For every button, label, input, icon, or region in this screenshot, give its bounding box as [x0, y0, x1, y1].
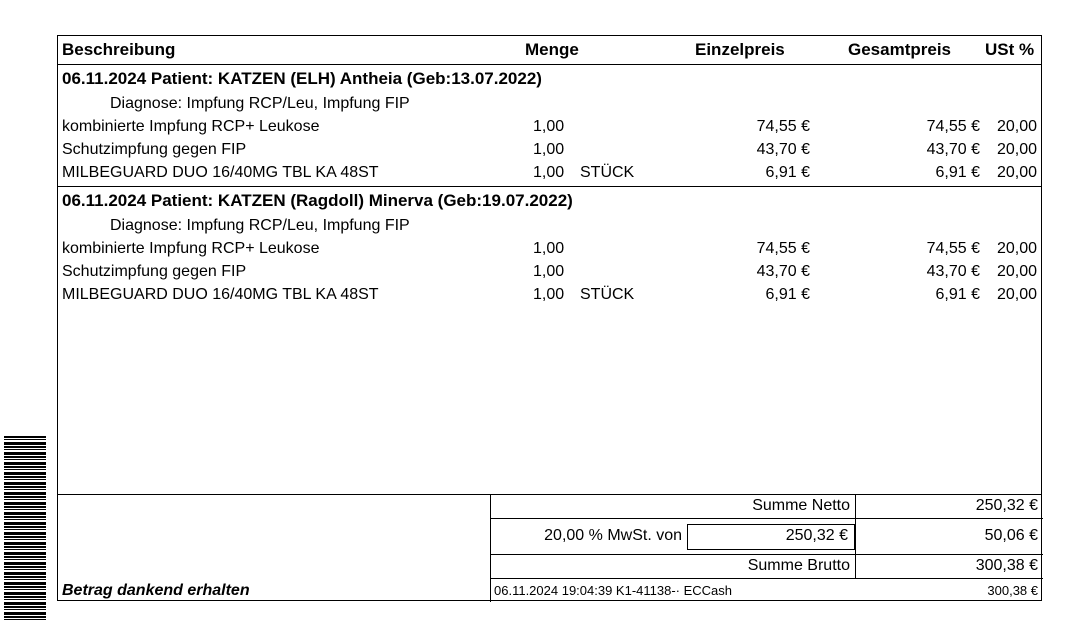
item-total: 74,55 €	[926, 118, 980, 135]
group-title-row	[58, 67, 1041, 90]
summe-brutto-label: Summe Brutto	[747, 557, 850, 574]
mwst-label: 20,00 % MwSt. von	[544, 527, 682, 544]
summe-brutto-value: 300,38 €	[975, 557, 1038, 574]
item-description: MILBEGUARD DUO 16/40MG TBL KA 48ST	[62, 164, 379, 181]
table-row	[58, 260, 1041, 283]
betrag-erhalten-label: Betrag dankend erhalten	[62, 582, 250, 599]
table-row	[58, 237, 1041, 260]
item-vat: 20,00	[996, 263, 1037, 280]
footer-row-line	[490, 518, 1043, 519]
col-menge: Menge	[525, 40, 579, 59]
item-quantity: 1,00	[533, 263, 565, 280]
item-description: kombinierte Impfung RCP+ Leukose	[62, 118, 320, 135]
footer-vline	[855, 494, 856, 518]
item-total: 6,91 €	[935, 164, 980, 181]
col-ust: USt %	[985, 40, 1035, 59]
group-title: 06.11.2024 Patient: KATZEN (Ragdoll) Minerva (Geb:19.07.2022)	[62, 191, 573, 210]
footer-vline	[490, 494, 491, 602]
item-quantity: 1,00	[533, 286, 565, 303]
mwst-base-value: 250,32 €	[785, 527, 848, 544]
diagnosis-text: Diagnose: Impfung RCP/Leu, Impfung FIP	[110, 95, 410, 112]
item-vat: 20,00	[996, 164, 1037, 181]
item-quantity: 1,00	[533, 118, 565, 135]
item-description: Schutzimpfung gegen FIP	[62, 263, 247, 280]
table-row	[58, 283, 1041, 306]
item-unit-price: 6,91 €	[765, 164, 810, 181]
item-unit-price: 74,55 €	[756, 118, 810, 135]
group-divider	[58, 186, 1041, 187]
item-unit: STÜCK	[580, 286, 635, 303]
diagnosis-text: Diagnose: Impfung RCP/Leu, Impfung FIP	[110, 217, 410, 234]
invoice-table	[57, 35, 1042, 601]
item-unit-price: 43,70 €	[756, 141, 810, 158]
item-total: 6,91 €	[935, 286, 980, 303]
item-description: MILBEGUARD DUO 16/40MG TBL KA 48ST	[62, 286, 379, 303]
footer-vline	[855, 554, 856, 578]
footer-row-line	[490, 554, 1043, 555]
item-total: 43,70 €	[926, 141, 980, 158]
col-beschreibung: Beschreibung	[62, 40, 176, 59]
col-einzelpreis: Einzelpreis	[695, 40, 785, 59]
item-unit: STÜCK	[580, 164, 635, 181]
item-quantity: 1,00	[533, 141, 565, 158]
item-unit-price: 74,55 €	[756, 240, 810, 257]
group-title: 06.11.2024 Patient: KATZEN (ELH) Antheia (Geb:13.07.2022)	[62, 69, 542, 88]
group-title-row	[58, 189, 1041, 212]
item-description: Schutzimpfung gegen FIP	[62, 141, 247, 158]
col-gesamtpreis: Gesamtpreis	[848, 40, 951, 59]
payment-info: 06.11.2024 19:04:39 K1-41138-· ECCash	[494, 583, 733, 598]
table-header	[58, 36, 1041, 65]
footer-divider	[58, 494, 1041, 495]
item-description: kombinierte Impfung RCP+ Leukose	[62, 240, 320, 257]
item-quantity: 1,00	[533, 240, 565, 257]
item-vat: 20,00	[996, 240, 1037, 257]
diagnosis-row	[58, 92, 1041, 115]
table-row	[58, 161, 1041, 184]
mwst-value: 50,06 €	[984, 527, 1038, 544]
payment-value: 300,38 €	[987, 583, 1038, 598]
footer-row-line	[490, 578, 1043, 579]
barcode	[4, 436, 46, 622]
item-vat: 20,00	[996, 118, 1037, 135]
table-row	[58, 115, 1041, 138]
summe-netto-label: Summe Netto	[752, 497, 850, 514]
table-row	[58, 138, 1041, 161]
footer-vline	[855, 518, 856, 554]
diagnosis-row	[58, 214, 1041, 237]
item-vat: 20,00	[996, 286, 1037, 303]
item-quantity: 1,00	[533, 164, 565, 181]
item-vat: 20,00	[996, 141, 1037, 158]
summe-netto-value: 250,32 €	[975, 497, 1038, 514]
item-total: 74,55 €	[926, 240, 980, 257]
item-unit-price: 6,91 €	[765, 286, 810, 303]
item-unit-price: 43,70 €	[756, 263, 810, 280]
item-total: 43,70 €	[926, 263, 980, 280]
